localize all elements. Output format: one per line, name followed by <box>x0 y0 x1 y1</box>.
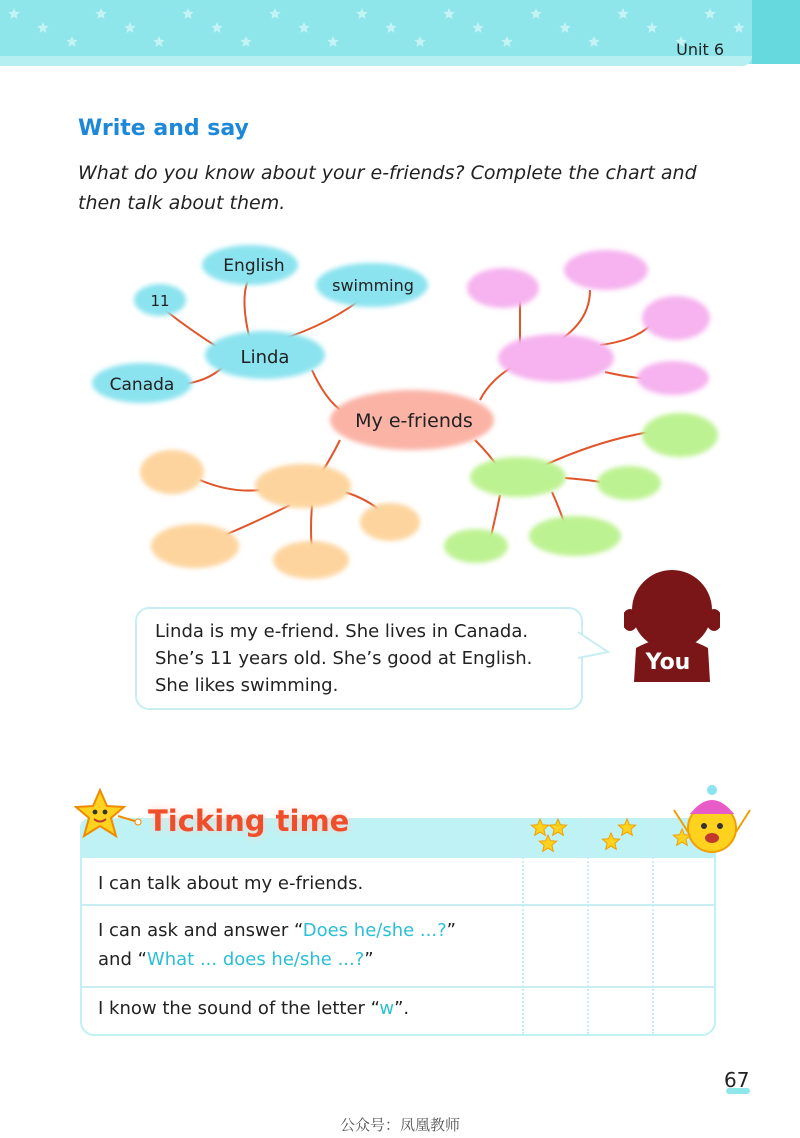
rating-star-icon <box>539 835 556 851</box>
banner-star-icon <box>530 8 541 19</box>
table-row <box>82 988 716 1034</box>
banner-star-icon <box>153 36 164 47</box>
footer-watermark: 公众号：凤凰教师 <box>339 1116 460 1134</box>
green-friend-node <box>470 457 566 497</box>
pink-detail-node <box>467 268 539 308</box>
row-line <box>98 916 456 945</box>
banner-star-icon <box>559 22 570 33</box>
text-span: I can talk about my e-friends. <box>98 873 364 894</box>
detail-label-english: English <box>223 256 285 276</box>
text-span: ” <box>446 920 456 941</box>
banner-star-icon <box>298 22 309 33</box>
green-detail-node <box>642 413 718 457</box>
text-span: I can ask and answer “ <box>98 920 303 941</box>
banner-star-icon <box>472 22 483 33</box>
banner-star-icon <box>211 22 222 33</box>
banner-star-icon <box>588 36 599 47</box>
green-detail-node <box>444 529 508 563</box>
orange-detail-node <box>273 541 349 579</box>
unit-label: Unit 6 <box>676 40 724 59</box>
speech-line: She likes swimming. <box>155 675 339 696</box>
banner-edge <box>0 56 752 66</box>
banner-star-icon <box>269 8 280 19</box>
star-rating-header <box>520 818 720 858</box>
rating-star-icon <box>549 819 566 835</box>
ticking-table <box>80 858 716 1036</box>
highlight-span: w <box>379 998 395 1019</box>
star-mascot-icon <box>74 786 144 844</box>
friend-label: Linda <box>240 347 290 368</box>
text-span: and “ <box>98 949 147 970</box>
pink-detail-node <box>642 296 710 340</box>
ticking-title: Ticking time <box>148 804 350 838</box>
row-line <box>98 945 456 974</box>
table-row <box>82 906 716 988</box>
row-text <box>98 916 456 974</box>
banner-star-icon <box>414 36 425 47</box>
row-text <box>98 994 409 1023</box>
column-divider <box>652 818 654 1034</box>
speech-text <box>155 618 585 699</box>
banner-star-icon <box>704 8 715 19</box>
banner-star-icon <box>37 22 48 33</box>
text-span: ”. <box>394 998 410 1019</box>
banner-star-icon <box>733 22 744 33</box>
rating-star-icon <box>618 819 635 835</box>
rating-star-icon <box>531 819 548 835</box>
column-divider <box>587 818 589 1034</box>
page-number: 67 <box>724 1068 750 1092</box>
detail-label-swimming: swimming <box>332 276 414 295</box>
pink-detail-node <box>564 250 648 290</box>
text-span: ” <box>364 949 374 970</box>
banner-tab <box>752 0 800 64</box>
center-label: My e-friends <box>355 410 473 432</box>
mind-map <box>0 230 800 590</box>
orange-detail-node <box>360 503 420 541</box>
column-divider <box>522 818 524 1034</box>
speaker-label: You <box>645 650 691 675</box>
banner-star-pattern <box>0 0 760 60</box>
highlight-span: What ... does he/she ...? <box>146 949 365 970</box>
banner-star-icon <box>443 8 454 19</box>
orange-friend-node <box>255 464 351 508</box>
pink-friend-node <box>498 334 614 382</box>
table-row <box>82 858 716 906</box>
banner-star-icon <box>356 8 367 19</box>
speech-line: Linda is my e-friend. She lives in Canada. <box>155 621 529 642</box>
banner-star-icon <box>8 8 19 19</box>
rating-star-icon <box>673 829 690 845</box>
detail-label-country: Canada <box>109 375 175 395</box>
highlight-span: Does he/she ...? <box>302 920 447 941</box>
pink-detail-node <box>637 361 709 395</box>
instruction-text: What do you know about your e-friends? Complete the chart and then talk about them. <box>78 162 697 214</box>
rating-star-icon <box>602 833 619 849</box>
row-text <box>98 869 363 898</box>
section-heading: Write and say <box>78 116 249 141</box>
banner-star-icon <box>327 36 338 47</box>
text-span: I know the sound of the letter “ <box>98 998 380 1019</box>
banner-star-icon <box>646 22 657 33</box>
green-detail-node <box>597 466 661 500</box>
detail-label-age: 11 <box>150 292 170 310</box>
banner-star-icon <box>95 8 106 19</box>
banner-star-icon <box>385 22 396 33</box>
orange-detail-node <box>151 524 239 568</box>
banner-star-icon <box>124 22 135 33</box>
banner-star-icon <box>182 8 193 19</box>
banner-star-icon <box>240 36 251 47</box>
banner-star-icon <box>66 36 77 47</box>
green-detail-node <box>529 516 621 556</box>
speech-line: She’s 11 years old. She’s good at English. <box>155 648 533 669</box>
banner-star-icon <box>617 8 628 19</box>
orange-detail-node <box>140 450 204 494</box>
banner-star-icon <box>501 36 512 47</box>
